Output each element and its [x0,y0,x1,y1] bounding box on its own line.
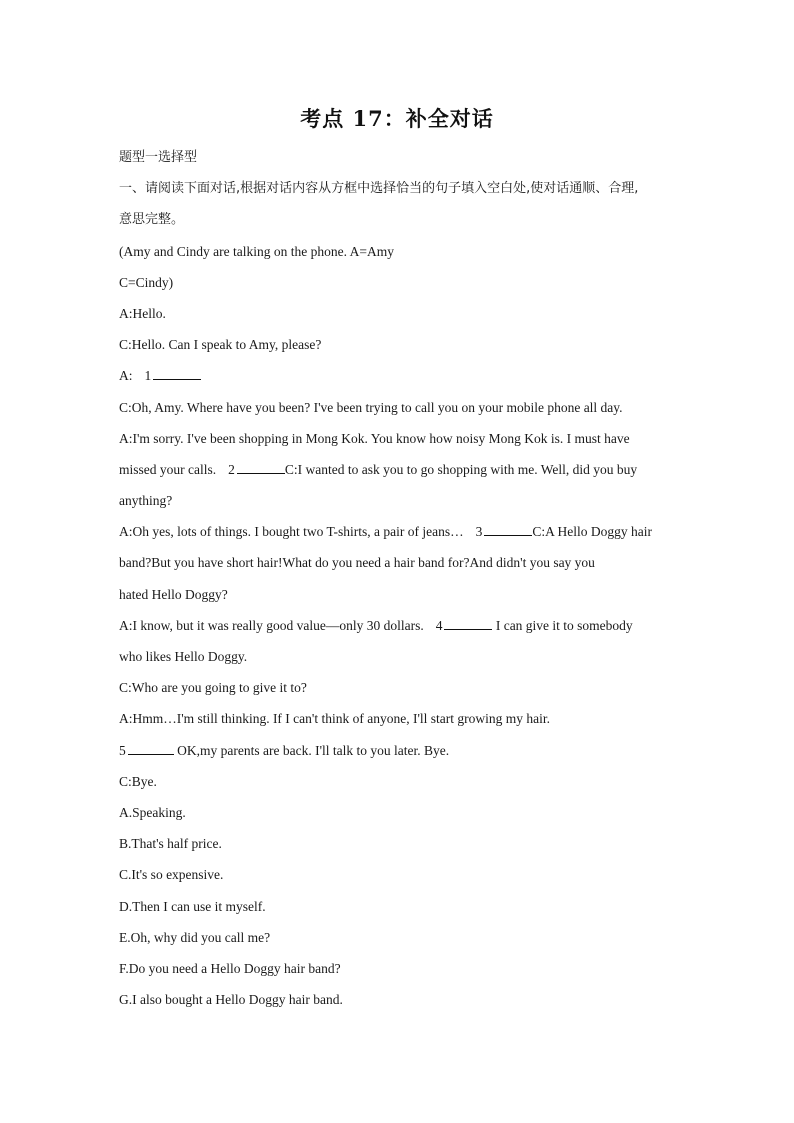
dialogue-text: A:Oh yes, lots of things. I bought two T-shirts, a pair of jeans… [119,524,464,540]
dialogue-line: hated Hello Doggy? [119,586,228,602]
option-item: B.That's half price. [119,836,222,852]
answer-blank-5[interactable] [128,742,174,755]
dialogue-line: C:Oh, Amy. Where have you been? I've been trying to call you on your mobile phone all day. [119,399,623,415]
answer-blank-3[interactable] [484,523,532,536]
blank-number: 3 [475,524,483,540]
page-title: 考点 17：补全对话 [300,106,494,131]
document-body [119,142,689,1015]
blank-number: 5 [119,742,126,758]
dialogue-intro-1: (Amy and Cindy are talking on the phone. A=Amy [119,243,394,259]
dialogue-line: C:Hello. Can I speak to Amy, please? [119,337,322,353]
blank-number: 4 [435,617,443,633]
dialogue-line: C:Bye. [119,773,157,789]
dialogue-line [119,516,689,547]
speaker-label: A: [119,368,133,384]
section-heading: 题型一选择型 [119,150,198,165]
dialogue-text: C:A Hello Doggy hair [532,524,652,540]
dialogue-line [119,735,689,766]
option-item: F.Do you need a Hello Doggy hair band? [119,960,341,976]
option-item: D.Then I can use it myself. [119,898,266,914]
dialogue-line [119,360,689,391]
instruction-line-2: 意思完整。 [119,212,185,228]
dialogue-line: who likes Hello Doggy. [119,649,248,664]
option-item: G.I also bought a Hello Doggy hair band. [119,992,343,1008]
dialogue-line [119,454,689,485]
instruction-line-1: 一、请阅读下面对话,根据对话内容从方框中选择恰当的句子填入空白处,使对话通顺、合理, [119,181,639,197]
option-item: A.Speaking. [119,804,186,820]
dialogue-line: A:Hmm…I'm still thinking. If I can't think of anyone, I'll start growing my hair. [119,711,550,727]
dialogue-text: I can give it to somebody [492,617,633,633]
dialogue-text: C:I wanted to ask you to go shopping with me. Well, did you buy [284,461,638,477]
blank-number: 2 [228,461,235,477]
answer-blank-1[interactable] [153,367,201,380]
dialogue-intro-2: C=Cindy) [119,274,174,290]
dialogue-text: OK,my parents are back. I'll talk to you later. Bye. [173,742,450,758]
dialogue-line: C:Who are you going to give it to? [119,680,307,696]
dialogue-line: A:Hello. [119,305,166,321]
dialogue-text: A:I know, but it was really good value—only 30 dollars. [119,617,424,633]
dialogue-text: missed your calls. [119,461,217,477]
dialogue-line [119,610,689,641]
dialogue-line: A:I'm sorry. I've been shopping in Mong Kok. You know how noisy Mong Kok is. I must have [119,430,630,446]
blank-number: 1 [144,368,152,384]
dialogue-line: anything? [119,493,173,509]
answer-blank-4[interactable] [444,617,492,630]
option-item: E.Oh, why did you call me? [119,929,271,945]
answer-blank-2[interactable] [237,461,285,474]
option-item: C.It's so expensive. [119,867,224,883]
dialogue-line: band?But you have short hair!What do you need a hair band for?And didn't you say you [119,555,595,571]
